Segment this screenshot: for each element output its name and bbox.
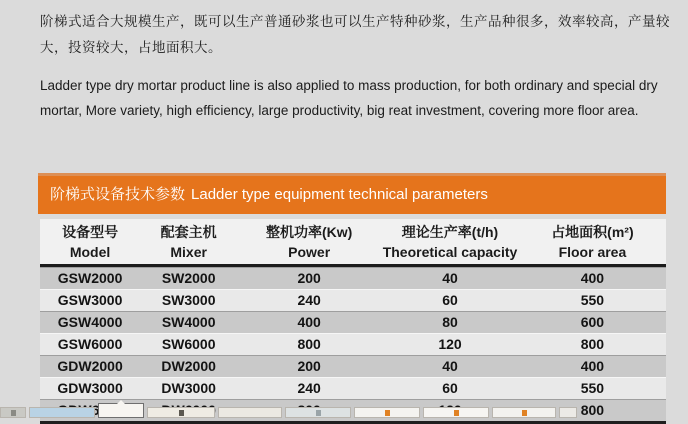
cell-floor-area: 550 (580, 292, 605, 308)
intro-paragraph-zh: 阶梯式适合大规模生产，既可以生产普通砂浆也可以生产特种砂浆，生产品种很多，效率较高，产量较大，投资较大，占地面积大。 (40, 14, 670, 55)
table-row (40, 333, 666, 355)
technical-parameters-table (40, 219, 666, 424)
thumbnail-strip (0, 406, 582, 418)
section-header-bar (38, 173, 666, 214)
intro-paragraph-en: Ladder type dry mortar product line is also applied to mass production, for both ordinary and special dry mortar, More variety, high efficiency, large productivity, big reat investment, covering more floor area. (40, 78, 658, 118)
table-row (40, 355, 666, 377)
thumbnail[interactable] (559, 407, 577, 418)
section-title-zh: 阶梯式设备技术参数 (50, 186, 186, 203)
column-header-floor-area (519, 222, 666, 262)
column-header-en: Power (288, 244, 331, 260)
thumbnail[interactable] (98, 403, 144, 418)
thumbnail-accent (385, 410, 390, 416)
thumbnail-accent (179, 410, 184, 416)
thumbnail[interactable] (29, 407, 95, 418)
cell-mixer: DW3000 (161, 380, 216, 396)
cell-model: GSW2000 (57, 270, 123, 286)
column-header-zh: 整机功率(Kw) (265, 224, 353, 240)
thumbnail-accent (11, 410, 16, 416)
cell-mixer: SW3000 (161, 292, 216, 308)
cell-floor-area: 400 (580, 358, 605, 374)
cell-capacity: 80 (442, 314, 458, 330)
cell-power: 800 (297, 336, 321, 352)
cell-floor-area: 800 (580, 336, 605, 352)
column-header-en: Model (69, 244, 111, 260)
column-header-zh: 理论生产率(t/h) (401, 224, 499, 240)
cell-mixer: DW2000 (161, 358, 216, 374)
column-header-en: Theoretical capacity (382, 244, 518, 260)
table-body (40, 267, 666, 424)
table-header-row (40, 219, 666, 267)
cell-model: GDW3000 (57, 380, 123, 396)
thumbnail-accent (454, 410, 459, 416)
column-header-model (40, 222, 140, 262)
thumbnail[interactable] (492, 407, 556, 418)
table-row (40, 267, 666, 289)
cell-floor-area: 800 (580, 402, 605, 418)
cell-capacity: 40 (442, 270, 458, 286)
thumbnail[interactable] (147, 407, 215, 418)
cell-floor-area: 600 (580, 314, 605, 330)
section-title-en: Ladder type equipment technical parameters (191, 186, 488, 203)
cell-mixer: SW6000 (161, 336, 216, 352)
cell-floor-area: 400 (580, 270, 605, 286)
cell-mixer: SW2000 (161, 270, 216, 286)
column-header-capacity (381, 222, 519, 262)
thumbnail[interactable] (285, 407, 351, 418)
cell-capacity: 60 (442, 380, 458, 396)
column-header-zh: 配套主机 (160, 224, 217, 240)
cell-model: GSW3000 (57, 292, 123, 308)
cell-floor-area: 550 (580, 380, 605, 396)
column-header-mixer (140, 222, 237, 262)
cell-power: 400 (297, 314, 321, 330)
column-header-power (237, 222, 381, 262)
cell-capacity: 40 (442, 358, 458, 374)
cell-power: 200 (297, 358, 321, 374)
column-header-zh: 设备型号 (62, 224, 119, 240)
thumbnail[interactable] (354, 407, 420, 418)
column-header-en: Mixer (170, 244, 207, 260)
cell-power: 240 (297, 380, 321, 396)
thumbnail-accent (522, 410, 527, 416)
cell-mixer: SW4000 (161, 314, 216, 330)
thumbnail[interactable] (218, 407, 282, 418)
cell-model: GSW6000 (57, 336, 123, 352)
column-header-zh: 占地面积(m²) (551, 224, 634, 240)
cell-power: 240 (297, 292, 321, 308)
cell-model: GSW4000 (57, 314, 123, 330)
thumbnail-accent (316, 410, 321, 416)
thumbnail[interactable] (0, 407, 26, 418)
table-row (40, 289, 666, 311)
table-row (40, 311, 666, 333)
cell-capacity: 60 (442, 292, 458, 308)
thumbnail[interactable] (423, 407, 489, 418)
cell-power: 200 (297, 270, 321, 286)
cell-capacity: 120 (438, 336, 462, 352)
column-header-en: Floor area (558, 244, 627, 260)
table-row (40, 377, 666, 399)
cell-model: GDW2000 (57, 358, 123, 374)
